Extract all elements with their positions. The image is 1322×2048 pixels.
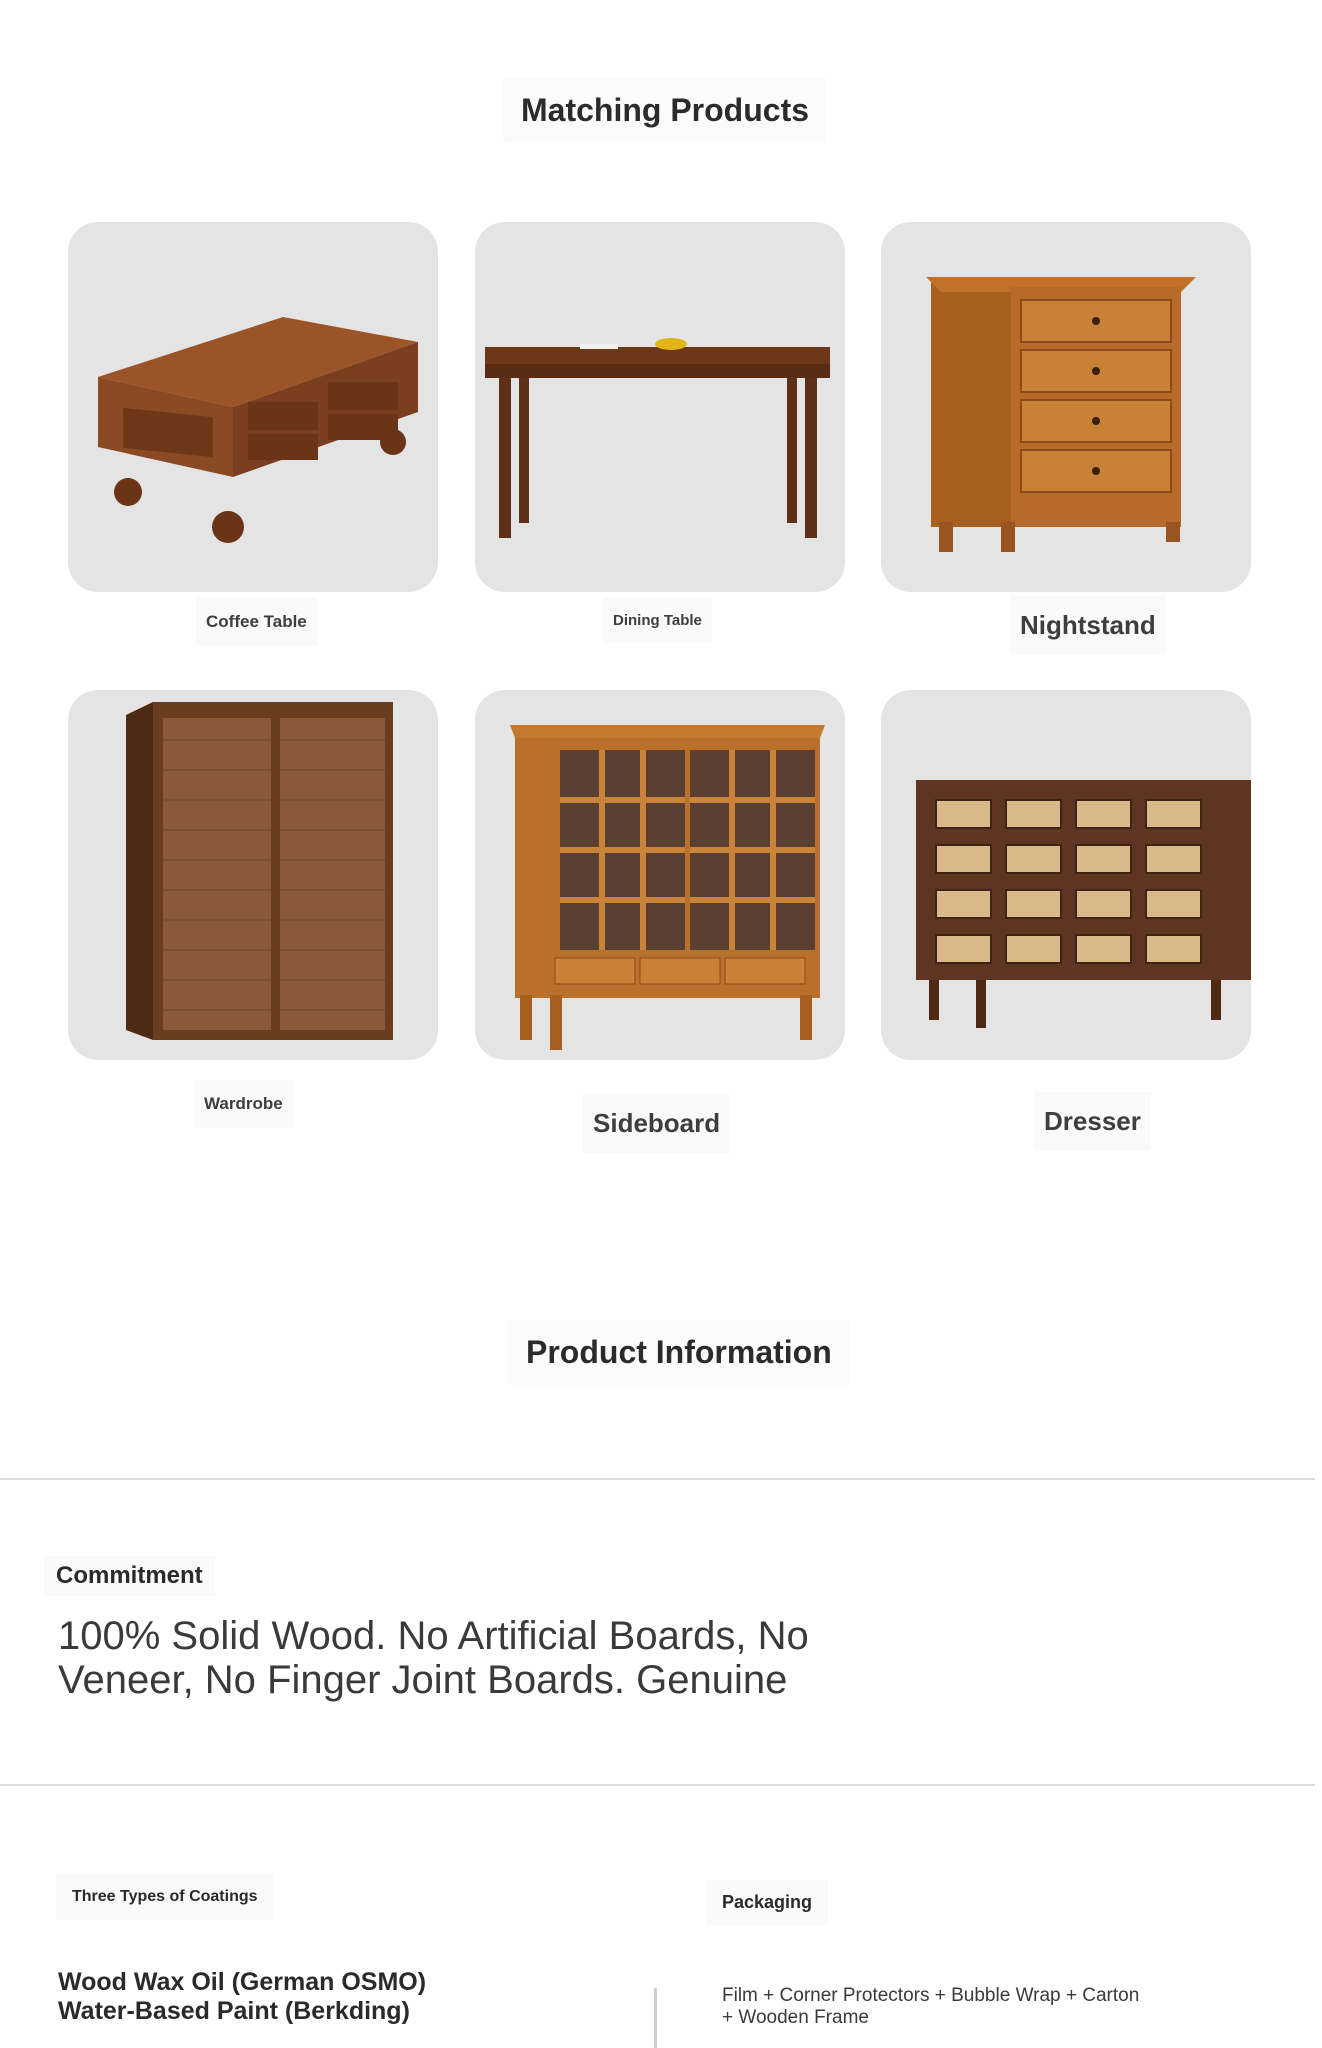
coffee-table-image — [68, 222, 438, 592]
coatings-line-2: Water-Based Paint (Berkding) — [58, 1997, 410, 2025]
packaging-line-2: + Wooden Frame — [722, 2007, 869, 2028]
matching-products-title: Matching Products — [503, 78, 827, 143]
commitment-label: Commitment — [44, 1556, 215, 1596]
nightstand-image — [881, 222, 1251, 592]
dresser-image — [881, 690, 1251, 1060]
product-label-dresser[interactable]: Dresser — [1034, 1092, 1151, 1151]
product-card-dresser[interactable] — [881, 690, 1251, 1060]
product-label-coffee-table[interactable]: Coffee Table — [196, 598, 317, 646]
product-card-coffee-table[interactable] — [68, 222, 438, 592]
product-label-nightstand[interactable]: Nightstand — [1010, 596, 1166, 655]
product-card-sideboard[interactable] — [475, 690, 845, 1060]
product-information-title: Product Information — [508, 1320, 850, 1385]
commitment-text-line-1: 100% Solid Wood. No Artificial Boards, No — [58, 1614, 809, 1658]
product-label-wardrobe[interactable]: Wardrobe — [194, 1080, 293, 1128]
packaging-line-1: Film + Corner Protectors + Bubble Wrap + Carton — [722, 1985, 1140, 2006]
sideboard-image — [475, 690, 845, 1060]
coatings-label: Three Types of Coatings — [56, 1874, 274, 1920]
product-card-wardrobe[interactable] — [68, 690, 438, 1060]
wardrobe-image — [68, 690, 438, 1060]
divider-top — [0, 1478, 1315, 1480]
commitment-text — [58, 1614, 958, 1702]
product-label-sideboard[interactable]: Sideboard — [583, 1094, 730, 1153]
product-label-dining-table[interactable]: Dining Table — [603, 598, 712, 643]
product-card-dining-table[interactable] — [475, 222, 845, 592]
packaging-label: Packaging — [706, 1880, 828, 1925]
coatings-line-1: Wood Wax Oil (German OSMO) — [58, 1968, 427, 1996]
divider-middle — [0, 1784, 1315, 1786]
column-divider — [654, 1988, 657, 2048]
dining-table-image — [475, 222, 845, 592]
packaging-text — [722, 1985, 1139, 2029]
commitment-text-line-2: Veneer, No Finger Joint Boards. Genuine — [58, 1658, 788, 1702]
coatings-text — [58, 1968, 426, 2026]
product-card-nightstand[interactable] — [881, 222, 1251, 592]
